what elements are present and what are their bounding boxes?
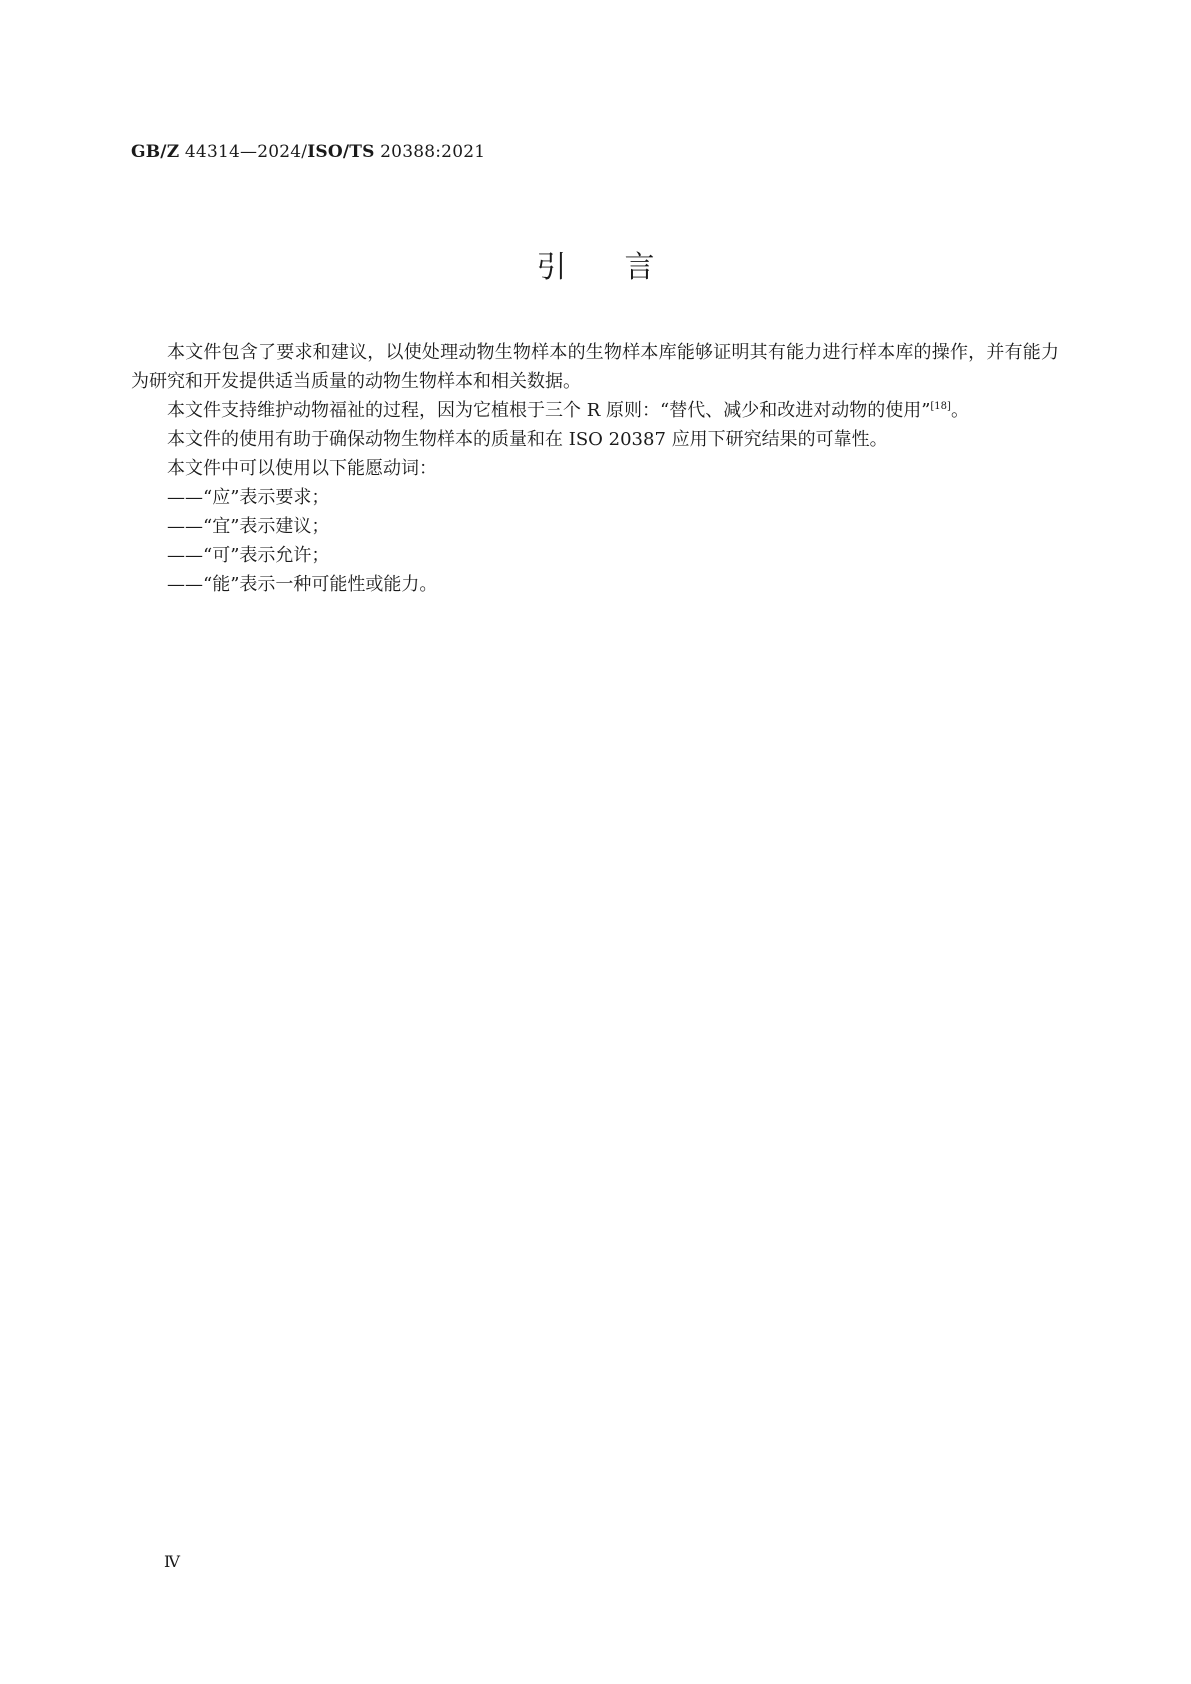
reference-marker: [18] xyxy=(930,401,951,412)
standard-header xyxy=(131,142,485,162)
page-title: 引言 xyxy=(536,250,713,285)
page-number: Ⅳ xyxy=(164,1552,180,1571)
paragraph-1: 本文件包含了要求和建议，以使处理动物生物样本的生物样本库能够证明其有能力进行样本库的操作，并有能力为研究和开发提供适当质量的动物生物样本和相关数据。 xyxy=(131,342,1059,392)
paragraph-2-text: 本文件支持维护动物福祉的过程，因为它植根于三个 R 原则：“替代、减少和改进对动物的使用” xyxy=(167,400,931,421)
list-item-can: ——“能”表示一种可能性或能力。 xyxy=(167,574,438,595)
standard-prefix: GB/Z xyxy=(131,142,180,162)
introduction-body xyxy=(131,338,1059,599)
list-item-shall: ——“应”表示要求； xyxy=(167,487,330,508)
iso-prefix: ISO/TS xyxy=(307,142,375,162)
paragraph-2-end: 。 xyxy=(950,400,969,421)
paragraph-4: 本文件中可以使用以下能愿动词： xyxy=(167,458,437,479)
paragraph-2 xyxy=(131,396,1059,425)
standard-number: 44314—2024/ xyxy=(179,142,308,162)
paragraph-3: 本文件的使用有助于确保动物生物样本的质量和在 ISO 20387 应用下研究结果的可靠性。 xyxy=(167,429,888,450)
list-item-should: ——“宜”表示建议； xyxy=(167,516,330,537)
list-item-may: ——“可”表示允许； xyxy=(167,545,330,566)
iso-number: 20388:2021 xyxy=(374,142,486,162)
